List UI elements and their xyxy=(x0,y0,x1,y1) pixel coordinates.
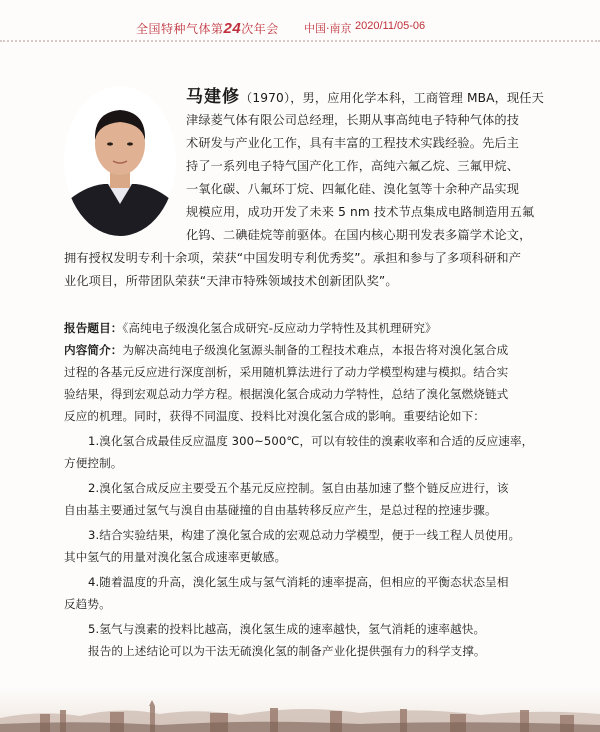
speaker-name: 马建修 xyxy=(186,87,240,107)
conference-title xyxy=(136,20,279,37)
conference-title-post: 次年会 xyxy=(241,22,279,36)
conclusion-line: 报告的上述结论可以为干法无硫溴化氢的制备产业化提供强有力的科学支撑。 xyxy=(88,644,486,658)
speaker-photo xyxy=(64,86,176,236)
summary-line: 为解决高纯电子级溴化氢源头制备的工程技术难点，本报告将对溴化氢合成 xyxy=(122,343,509,357)
bio-line: 一氧化碳、八氟环丁烷、四氟化硅、溴化氢等十余种产品实现 xyxy=(186,182,520,196)
conclusion-line: 5.氢气与溴素的投料比越高，溴化氢生成的速率越快，氢气消耗的速率越快。 xyxy=(88,622,486,636)
bio-line: 业化项目，所带团队荣获“天津市特殊领域技术创新团队奖”。 xyxy=(64,274,398,288)
conclusion-line: 2.溴化氢合成反应主要受五个基元反应控制。氢自由基加速了整个链反应进行，该 xyxy=(88,481,509,495)
summary-line: 验结果，得到宏观总动力学方程。根据溴化氢合成动力学特性，总结了溴化氢燃烧链式 xyxy=(64,387,509,401)
bio-line: 化钨、二碘硅烷等前驱体。在国内核心期刊发表多篇学术论文， xyxy=(186,228,532,242)
conclusion-line: 其中氢气的用量对溴化氢合成速率更敏感。 xyxy=(64,550,287,564)
conference-number: 24 xyxy=(223,20,242,37)
summary-line: 过程的各基元反应进行深度剖析，采用随机算法进行了动力学模型构建与模拟。结合实 xyxy=(64,365,509,379)
conference-title-pre: 全国特种气体第 xyxy=(136,22,224,36)
page-header xyxy=(0,0,600,44)
conclusion-line: 1.溴化氢合成最佳反应温度 300~500℃，可以有较佳的溴素收率和合适的反应速率， xyxy=(88,434,534,448)
conclusion-line: 4.随着温度的升高，溴化氢生成与氢气消耗的速率提高，但相应的平衡态状态呈相 xyxy=(88,575,509,589)
footer-cityscape-banner xyxy=(0,688,600,732)
conference-location: 中国·南京 xyxy=(304,22,352,35)
bio-line: （1970），男，应用化学本科，工商管理 MBA，现任天 xyxy=(240,91,544,105)
conference-date: 2020/11/05-06 xyxy=(355,20,426,32)
bio-line: 持了一系列电子特气国产化工作，高纯六氟乙烷、三氟甲烷、 xyxy=(186,159,520,173)
conclusion-line: 反趋势。 xyxy=(64,597,111,611)
summary-line: 反应的机理。同时，获得不同温度、投料比对溴化氢合成的影响。重要结论如下： xyxy=(64,409,485,423)
bio-line: 拥有授权发明专利十余项，荣获“中国发明专利优秀奖”。承担和参与了多项科研和产 xyxy=(64,251,522,265)
conclusion-line: 方便控制。 xyxy=(64,456,123,470)
bio-line: 津绿菱气体有限公司总经理，长期从事高纯电子特种气体的技 xyxy=(186,113,520,127)
conclusion-line: 自由基主要通过氢气与溴自由基碰撞的自由基转移反应产生，是总过程的控速步骤。 xyxy=(64,503,497,517)
conclusion-line: 3.结合实验结果，构建了溴化氢合成的宏观总动力学模型，便于一线工程人员使用。 xyxy=(88,528,521,542)
bio-line: 术研发与产业化工作，具有丰富的工程技术实践经验。先后主 xyxy=(186,136,520,150)
report-title: 《高纯电子级溴化氢合成研究-反应动力学特性及其机理研究》 xyxy=(122,321,437,335)
report-title-label: 报告题目： xyxy=(64,321,123,335)
bio-line: 规模应用，成功开发了未来 5 nm 技术节点集成电路制造用五氟 xyxy=(186,205,535,219)
header-divider xyxy=(0,40,600,42)
summary-label: 内容简介： xyxy=(64,343,123,357)
